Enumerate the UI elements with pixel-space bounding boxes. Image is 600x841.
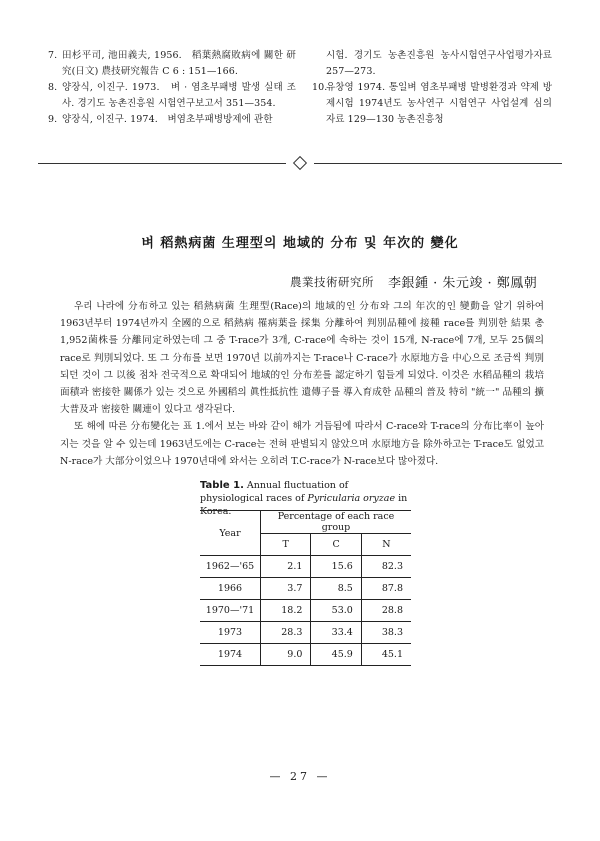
references-left-column: [48, 48, 296, 128]
cell-c: 8.5: [311, 578, 361, 600]
race-n-header: N: [361, 534, 411, 556]
caption-text-end: in Korea.: [200, 493, 408, 517]
race-c-header: C: [311, 534, 361, 556]
reference-item: [312, 80, 552, 128]
article-body: [60, 298, 544, 470]
body-paragraph: 또 해에 따른 分布變化는 표 1.에서 보는 바와 같이 해가 거듭됨에 따라서 C-race와 T-race의 分布比率이 높아지는 것을 알 수 있는데 1963년도에는 C-race는 전혀 판별되지 않았으며 水原地方을 除外하고는 T-race도 없었고 N-race가 大部分이었으나 1970년대에 와서는 오히려 T.C-race가 N-race보다 많아졌다.: [60, 421, 544, 467]
section-divider: [38, 159, 562, 169]
cell-t: 28.3: [261, 622, 311, 644]
race-percentage-table: [200, 510, 411, 666]
cell-t: 3.7: [261, 578, 311, 600]
row-year: 1974: [200, 644, 261, 666]
page-number: — 27 —: [269, 770, 331, 783]
author-names: 李銀鍾 · 朱元竣 · 鄭鳳朝: [388, 276, 538, 291]
row-year: 1970—'71: [200, 600, 261, 622]
cell-t: 18.2: [261, 600, 311, 622]
table-label: Table 1.: [200, 480, 244, 491]
reference-text: 유창영 1974. 통일벼 염초부패병 발병환경과 약제 방제시험 1974년도 농사연구 시험연구 사업설계 심의 자료 129—130 농촌진흥청: [326, 82, 552, 125]
cell-t: 2.1: [261, 556, 311, 578]
author-affiliation: 農業技術研究所: [290, 275, 374, 289]
row-year: 1962—'65: [200, 556, 261, 578]
cell-c: 33.4: [311, 622, 361, 644]
reference-number: 9.: [48, 114, 58, 125]
references-right-column: [312, 48, 552, 128]
body-paragraph: 우리 나라에 分布하고 있는 稻熱病菌 生理型(Race)의 地域的인 分布와 그의 年次的인 變動을 알기 위하여 1963년부터 1974년까지 全國的으로 稻熱病 罹病葉을 採集 分離하여 判別品種에 接種 race를 判別한 結果 총 1,952菌株를 分離同定하였는데 그 중 T-race가 3개, C-race에 속하는 것이 15개, N-race에 7개, 모두 25個의 race로 判別되었다. 또 그 分布를 보면 1970년 以前까지는 T-race나 C-race가 水原地方을 中心으로 조금씩 判別되던 것이 그 以後 점차 전국적으로 확대되어 地域的인 分布差를 認定하기 힘들게 되었다. 이것은 水稻品種의 栽培面積과 密接한 關係가 있는 것으로 外國稻의 眞性抵抗性 遺傳子를 導入育成한 品種의 普及 特히 "統一" 品種의 擴大普及과 密接한 關連이 있다고 생각된다.: [60, 301, 544, 416]
caption-text: Annual fluctuation of physiological races of: [200, 480, 349, 504]
cell-c: 15.6: [311, 556, 361, 578]
reference-number: [312, 48, 326, 80]
divider-line-right: [314, 163, 562, 164]
cell-n: 38.3: [361, 622, 411, 644]
article-title: 벼 稻熱病菌 生理型의 地域的 分布 및 年次的 變化: [141, 236, 459, 251]
group-header: Percentage of each race group: [261, 511, 412, 534]
table-row: [200, 578, 411, 600]
year-header: Year: [200, 511, 261, 556]
reference-number: 8.: [48, 82, 58, 93]
cell-n: 87.8: [361, 578, 411, 600]
reference-text: 시험. 경기도 농촌진흥원 농사시험연구사업평가자료 257—273.: [326, 50, 552, 77]
row-year: 1966: [200, 578, 261, 600]
table-row: [200, 622, 411, 644]
reference-text: 田杉平司, 池田義夫, 1956. 稻葉熱腐敗病에 關한 研究(日文) 農技研究報告 C 6 : 151—166.: [62, 50, 296, 77]
row-year: 1973: [200, 622, 261, 644]
cell-c: 45.9: [311, 644, 361, 666]
cell-t: 9.0: [261, 644, 311, 666]
table-row: [200, 556, 411, 578]
reference-item: [48, 80, 296, 112]
reference-item: [48, 48, 296, 80]
cell-c: 53.0: [311, 600, 361, 622]
reference-number: 7.: [48, 50, 58, 61]
reference-item: [312, 48, 552, 80]
divider-line-left: [38, 163, 286, 164]
reference-text: 양장식, 이진구. 1974. 벼염초부패병방제에 관한: [62, 114, 273, 125]
table-row: [200, 600, 411, 622]
race-t-header: T: [261, 534, 311, 556]
table-row: [200, 644, 411, 666]
reference-item: [48, 112, 296, 128]
references-section: [48, 48, 552, 128]
caption-species: Pyricularia oryzae: [307, 493, 396, 504]
reference-text: 양장식, 이진구. 1973. 벼 · 염초부패병 발생 실태 조사. 경기도 농촌진흥원 시험연구보고서 351—354.: [62, 82, 296, 109]
reference-number: 10.: [312, 82, 328, 93]
cell-n: 45.1: [361, 644, 411, 666]
cell-n: 28.8: [361, 600, 411, 622]
cell-n: 82.3: [361, 556, 411, 578]
diamond-ornament-icon: [293, 156, 307, 170]
